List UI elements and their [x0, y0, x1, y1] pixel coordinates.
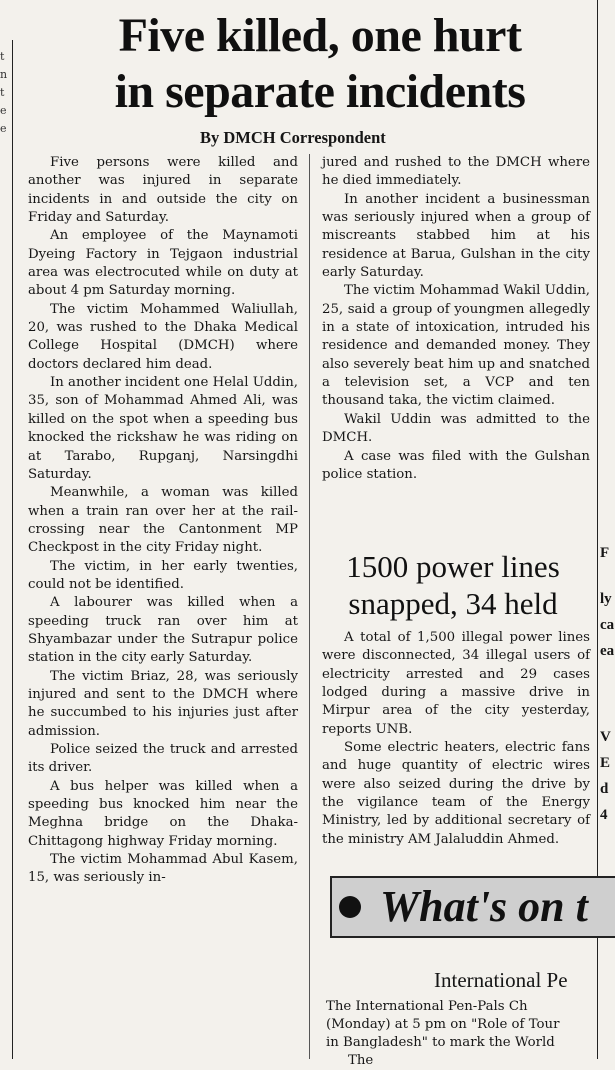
edge-fragment: 4 — [600, 807, 608, 823]
bullet-icon — [339, 896, 361, 918]
paragraph: The victim, in her early twenties, could not be identified. — [28, 558, 298, 592]
headline-line: Five killed, one hurt — [118, 9, 522, 62]
paragraph: The victim Briaz, 28, was seriously injured and sent to the DMCH where he succumbed to his injuries just after admission. — [28, 668, 298, 739]
event-line: The — [348, 1053, 374, 1068]
paragraph: Police seized the truck and arrested its driver. — [28, 742, 298, 776]
banner-title: What's on t — [380, 882, 588, 931]
headline-line: in separate incidents — [114, 65, 526, 118]
edge-fragment: ea — [600, 643, 615, 659]
paragraph: Wakil Uddin was admitted to the DMCH. — [322, 411, 590, 446]
event-line: in Bangladesh" to mark the World — [326, 1035, 555, 1050]
headline-line: 1500 power lines — [346, 549, 560, 584]
edge-fragment: e — [0, 122, 7, 135]
paragraph: A case was filed with the Gulshan police station. — [322, 448, 590, 482]
column-divider — [309, 154, 310, 1059]
paragraph: In another incident one Helal Uddin, 35, son of Mohammad Ahmed Ali, was killed on the spot when a speeding bus knocked the rickshaw he was riding on at Tarabo, Rupganj, Narsingdhi Saturday. — [28, 375, 298, 482]
edge-fragment: ca — [600, 617, 615, 633]
paragraph: A bus helper was killed when a speeding bus knocked him near the Meghna bridge on the Dhaka-Chittagong highway Friday morning. — [28, 778, 298, 849]
edge-fragment: e — [0, 104, 7, 117]
edge-fragment: V — [600, 729, 611, 745]
event-line: (Monday) at 5 pm on "Role of Tour — [326, 1017, 560, 1032]
edge-fragment: ly — [600, 591, 612, 607]
article2-headline — [318, 548, 588, 622]
right-edge-fragments — [600, 540, 615, 828]
paragraph: The victim Mohammed Waliullah, 20, was rushed to the Dhaka Medical College Hospital (DMCH) where doctors declared him dead. — [28, 301, 298, 372]
headline-line: snapped, 34 held — [348, 586, 558, 621]
paragraph: The victim Mohammad Wakil Uddin, 25, said a group of youngmen allegedly in a state of intoxication, intruded his residence and demanded money. They also severely beat him up and snatched a television set, a VCP and ten thousand taka, the victim claimed. — [322, 283, 590, 409]
article-headline — [44, 8, 596, 120]
event-line: The International Pen-Pals Ch — [326, 999, 528, 1014]
article-column-2 — [322, 154, 590, 484]
edge-fragment: n — [0, 68, 8, 81]
article-column-1 — [28, 154, 298, 888]
whats-on-banner — [330, 876, 615, 938]
byline: By DMCH Correspondent — [200, 128, 386, 147]
edge-fragment: t — [0, 50, 5, 63]
left-edge-fragments — [0, 48, 10, 138]
article2-body — [322, 629, 590, 849]
paragraph: Some electric heaters, electric fans and huge quantity of electric wires were also seized during the drive by the vigilance team of the Energy Ministry, led by additional secretary of the ministry AM Jalaluddin Ahmed. — [322, 740, 590, 847]
left-column-rule — [12, 40, 13, 1059]
edge-fragment: E — [600, 755, 611, 771]
paragraph: In another incident a businessman was seriously injured when a group of miscreants stabbed him at his residence at Barua, Gulshan in the city early Saturday. — [322, 191, 590, 281]
edge-fragment: F — [600, 545, 610, 561]
edge-fragment: t — [0, 86, 5, 99]
paragraph: A total of 1,500 illegal power lines were disconnected, 34 illegal users of electricity arrested and 29 cases lodged during a massive drive in Mirpur area of the city yesterday, reports UNB. — [322, 630, 590, 737]
paragraph: The victim Mohammad Abul Kasem, 15, was seriously in- — [28, 852, 298, 886]
event-title: International Pe — [434, 968, 568, 992]
edge-fragment: d — [600, 781, 609, 797]
paragraph: Five persons were killed and another was injured in separate incidents in and outside the city on Friday and Saturday. — [28, 155, 298, 226]
paragraph: A labourer was killed when a speeding truck ran over him at Shyambazar under the Sutrapur police station in the city early Saturday. — [28, 595, 298, 666]
paragraph: Meanwhile, a woman was killed when a train ran over her at the rail-crossing near the Cantonment MP Checkpost in the city Friday night. — [28, 485, 298, 556]
paragraph: An employee of the Maynamoti Dyeing Factory in Tejgaon industrial area was electrocuted while on duty at about 4 pm Saturday morning. — [28, 228, 298, 299]
paragraph: jured and rushed to the DMCH where he died immediately. — [322, 155, 590, 189]
